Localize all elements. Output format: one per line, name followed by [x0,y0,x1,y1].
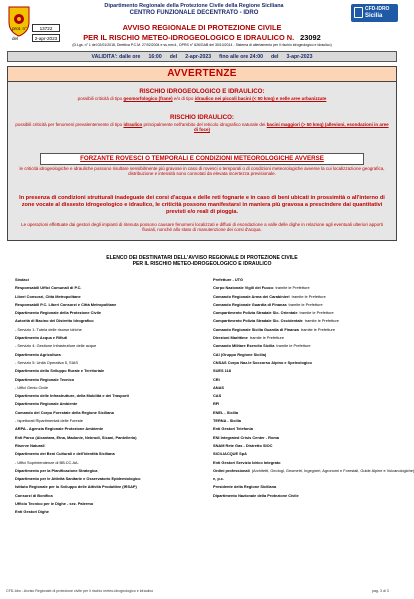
recipient-item [15,359,211,367]
recipient-name: Comando Regionale Guardia di Finanza [213,301,287,307]
footer-text: CFD-Idro - Avviso Regionale di protezione civile per il rischio meteo-idrogeologico e idraulico [6,589,154,593]
recipient-item [15,326,211,334]
recipient-note: tramite le Prefetture [276,343,311,349]
cfd-logo-region: Sicilia [365,13,383,19]
recipient-item [213,459,398,467]
recipient-name: - Servizio 4: Gestione Infrastrutture delle acque [15,343,97,349]
recipient-item [15,500,211,508]
recipient-item [15,450,211,458]
recipient-name: CAI (Gruppo Regione Sicilia) [213,351,267,357]
recipient-item [15,459,211,467]
recipient-name: Dipartimento Acqua e Rifiuti [15,335,68,341]
recipient-item [213,492,398,500]
protocol-block [12,24,60,42]
recipient-note: tramite le Prefetture [288,301,323,307]
recipient-name: Comando Regionale Arma dei Carabinieri [213,293,290,299]
idraulico-text-emph: idraulico [123,122,143,127]
recipient-name: - Servizio 1: Tutela delle risorse idriche [15,326,82,332]
recipient-name: e, p.c. [213,476,225,482]
validity-to-date: 3-apr-2023 [286,53,313,60]
recipient-name: Dipartimento Nazionale della Protezione Civile [213,492,299,498]
recipient-item [213,276,398,284]
rischio-idrogeologico-title: RISCHIO IDROGEOLOGICO E IDRAULICO: [139,88,265,95]
rischio-idraulico-section [8,114,396,133]
recipient-item [15,409,211,417]
recipient-item [15,475,211,483]
avviso-title-line2 [72,33,332,42]
recipient-item [213,400,398,408]
avvertenze-box [7,66,397,241]
recipient-name: Enti Gestori Telefonia [213,426,253,432]
recipient-name: Dipartimento Regionale della Protezione Civile [15,310,102,316]
recipient-name: Enti Gestori Servizio Idrico Integrato [213,459,281,465]
recipient-item [15,492,211,500]
recipient-item [15,276,211,284]
recipient-name: Enti Gestori Dighe [15,509,49,515]
recipient-item [213,284,398,292]
recipient-name: Comando Regionale Sicilia Guardia di Finanza [213,326,299,332]
recipient-item [213,376,398,384]
recipient-item [15,334,211,342]
validity-from-time: 16:00 [148,53,162,60]
idrogeo-text-emph: geomorfologico (frane) [123,96,173,101]
recipient-item [213,326,398,334]
recipient-name: Dipartimento dei Beni Culturali e dell'Identità Siciliana [15,451,115,457]
recipient-name: Riserve Naturali [15,442,45,448]
recipient-name: SICILIACQUE SpA [213,451,247,457]
forzante-text: le criticità idrogeologiche e idrauliche possono risultare sensibilmente più gravose in caso di rovesci o temporali o di condizioni meteorologiche avverse la cui localizzazione geografica, distribuzione e intensità sono connotati da elevata incertezza previsionale. [19,166,385,177]
recipient-name: SUES 118 [213,368,231,374]
elenco-title-line1: ELENCO DEI DESTINATARI DELL'AVVISO REGIONALE DI PROTEZIONE CIVILE [106,255,298,261]
recipients-right-column [213,276,414,500]
recipient-name: CAS [213,393,222,399]
recipient-name: - Uffici Soprintendenze di BB.CC.AA. [15,459,79,465]
recipient-name: - Servizio 5: Unità Operativa 5, SIAS [15,359,78,365]
validity-bar [7,51,397,62]
recipient-name: ARPA - Agenzia Regionale Protezione Ambiente [15,426,104,432]
rischio-idraulico-title: RISCHIO IDRAULICO: [170,114,234,121]
legal-references: (D.Lgs. n° 1 del 02/01/2018, Direttiva P.C.M. 27/02/2004 e ss.mm.ii., DPRS n° 626/GAB del 30/10/2014 - Sistema di allertamento per il rischio idrogeologico e idraulico) [72,43,332,47]
recipient-name: Responsabili Uffici Comunali di P.C. [15,285,82,291]
recipient-item [15,434,211,442]
recipient-item [15,301,211,309]
recipient-name: Comando del Corpo Forestale della Regione Siciliana [15,409,114,415]
recipient-name: Autorità di Bacino del Distretto Idrografico [15,318,94,324]
recipient-item [213,417,398,425]
recipient-name: Liberi Consorzi, Città Metropolitane [15,293,81,299]
recipients-left-column [15,276,211,517]
idraulico-text-part: possibili criticità per fenomeni prevalentemente di tipo [15,122,123,127]
idraulico-text-part: principalmente nell'ambito del reticolo idrografico naturale dei [143,122,266,127]
recipient-name: Consorzi di Bonifica [15,492,53,498]
idrogeo-text-emph: idraulico nei piccoli bacini (< 50 kmq) e nelle aree urbanizzate [194,96,327,101]
elenco-title-line2: PER IL RISCHIO METEO-IDROGEOLOGICO E IDRAULICO [132,261,272,268]
recipient-name: Istituto Regionale per lo Sviluppo delle Attività Produttive (IRSAP) [15,484,137,490]
recipient-item [213,359,398,367]
recipient-item [213,342,398,350]
header-department: Dipartimento Regionale della Protezione Civile della Regione Siciliana [104,3,284,9]
header-titles [40,3,348,16]
dighe-note: Le operazioni effettuate dai gestori degli impianti di ritenuta possono causare fenomeni localizzati e diffusi di esondazione a valle delle dighe in relazione agli eventuali ulteriori apporti fluviali, nonché allo stato di manutenzione dei corsi d'acqua. [21,222,383,233]
prot-date: 2-apr-2023 [32,34,60,42]
recipient-name: RFI [213,401,220,407]
recipient-note: tramite le Prefetture [300,326,335,332]
recipient-name: ENI Integrated Crisis Center - Roma [213,434,279,440]
recipient-name: Responsabili P.C. Liberi Consorzi e Città Metropolitane [15,301,117,307]
recipient-item [213,309,398,317]
recipient-item [15,367,211,375]
prot-number: 13722 [32,24,60,32]
recipient-item [15,442,211,450]
recipient-item [15,293,211,301]
recipient-note: tramite le Prefetture [304,318,339,324]
avviso-title [72,23,332,42]
avvertenze-title: AVVERTENZE [8,67,396,82]
recipient-item [213,450,398,458]
recipient-item [213,334,398,342]
validity-to-del: del [271,53,279,60]
recipient-item [15,384,211,392]
avviso-number: 23092 [300,33,321,42]
recipient-name: Ufficio Tecnico per le Dighe - sez. Palermo [15,501,94,507]
recipient-name: CRI [213,376,220,382]
recipient-item [213,409,398,417]
recipient-name: CNSAS Corpo Naz.le Soccorso Alpino e Speleologico [213,359,312,365]
validity-from-label: del [169,53,178,60]
recipient-item [213,467,414,475]
recipient-item [213,384,398,392]
recipient-item [15,309,211,317]
recipient-item [15,342,211,350]
header-center-name: CENTRO FUNZIONALE DECENTRATO - IDRO [129,10,259,16]
idrogeo-text-part: possibili criticità di tipo [77,96,123,101]
avviso-title-text: PER IL RISCHIO METEO-IDROGEOLOGICO E IDRAULICO N. [83,33,295,42]
recipient-item [15,508,211,516]
recipient-name: Compartimento Polizia Stradale Sic. Occidentale [213,318,303,324]
page-number: pag. 3 di 3 [372,589,389,593]
recipient-name: Corpo Nazionale Vigili del Fuoco [213,285,274,291]
recipient-item [213,301,398,309]
recipient-item [213,293,398,301]
elenco-title [6,255,398,268]
recipient-item [213,317,398,325]
recipient-item [213,475,398,483]
idraulico-text-emph: bacini maggiori (> 50 kmq) (allevioni, esondazioni in aree di foce) [193,122,389,133]
forzante-title: FORZANTE ROVESCI O TEMPORALI E CONDIZIONI METEOROLOGICHE AVVERSE [40,153,364,165]
rischio-idrogeologico-text [8,96,396,101]
recipient-name: TERNA - Sicilia [213,418,241,424]
recipient-name: Dipartimento dello Sviluppo Rurale e Territoriale [15,368,105,374]
recipient-item [15,376,211,384]
recipient-item [213,442,398,450]
recipient-item [15,417,211,425]
recipient-name: Dipartimento per le Attività Sanitarie e Osservatorio Epidemiologico [15,476,141,482]
recipient-name: Comando Militare Esercito Sicilia [213,343,275,349]
cfd-logo-text: CFD-IDRO [365,6,390,12]
recipient-item [15,425,211,433]
recipient-item [213,367,398,375]
strutture-inadeguate-note: In presenza di condizioni strutturali inadeguate dei corsi d'acqua e delle reti fognarie e in caso di beni ubicati in prossimità o all'interno di zone vocate al dissesto idrogeologico e idraulico, le criticità possono manifestarsi in maniera più gravosa a prescindere dai quantitativi previsti e/o reali di pioggia. [19,195,385,215]
recipient-note: tramite le Prefetture [275,285,310,291]
cfd-logo [351,4,398,22]
prot-label: prot. n° [12,25,27,31]
date-label: del [12,35,19,41]
rischio-idraulico-text [8,122,396,133]
avviso-title-line1: AVVISO REGIONALE DI PROTEZIONE CIVILE [122,23,282,32]
recipient-name: Dipartimento Agricoltura [15,351,61,357]
recipient-item [15,483,211,491]
recipient-name: Prefetture - UTG [213,277,244,282]
recipient-item [15,400,211,408]
recipient-name: SNAM Rete Gas - Distretto SIOC [213,442,273,448]
recipient-name: - Ispettorati Ripartimentali delle Foreste [15,418,83,424]
validity-to-label: fino alle ore 24:00 [219,53,263,60]
recipient-note: tramite le Prefetture [299,310,334,316]
recipient-name: Sindaci [15,277,29,282]
recipient-note: (Architetti, Geologi, Geometri, Ingegneri, Agronomi e Forestali, Guide Alpine e Vulcanologiche) [251,467,414,473]
cfd-logo-icon [354,7,363,18]
recipient-name: Enti Parco (Alcantara, Etna, Madonie, Nebrodi, Sicani, Pantelleria) [15,434,137,440]
recipient-item [15,392,211,400]
recipient-item [213,425,398,433]
recipient-name: Dipartimento Regionale Ambiente [15,401,78,407]
validity-label: VALIDITA': dalle ore [91,53,141,60]
recipient-item [213,392,398,400]
recipient-name: Dipartimento Regionale Tecnico [15,376,75,382]
recipient-item [213,434,398,442]
recipient-note: tramite le Prefetture [291,293,326,299]
recipient-item [15,351,211,359]
recipient-name: Presidente della Regione Siciliana [213,484,277,490]
recipient-name: Ordini professionali [213,467,250,473]
recipient-name: Dipartimento delle Infrastrutture, della Mobilità e dei Trasporti [15,393,129,399]
recipient-name: Direzioni Marittime [213,335,248,341]
recipient-note: tramite le Prefetture [249,335,284,341]
recipient-name: ANAS [213,384,225,390]
recipient-name: Compartimento Polizia Stradale Sic. Orientale [213,310,298,316]
recipient-item [15,284,211,292]
idrogeo-text-part: e/o di tipo [173,96,194,101]
recipient-name: Dipartimento per la Pianificazione Strategica [15,467,98,473]
validity-from-date: 2-apr-2023 [185,53,212,60]
recipient-item [15,467,211,475]
recipient-name: - Uffici Genio Civile [15,384,49,390]
recipient-name: ENEL - Sicilia [213,409,239,415]
rischio-idrogeologico-section [8,88,396,101]
recipient-item [213,351,398,359]
recipient-item [15,317,211,325]
recipient-item [213,483,398,491]
